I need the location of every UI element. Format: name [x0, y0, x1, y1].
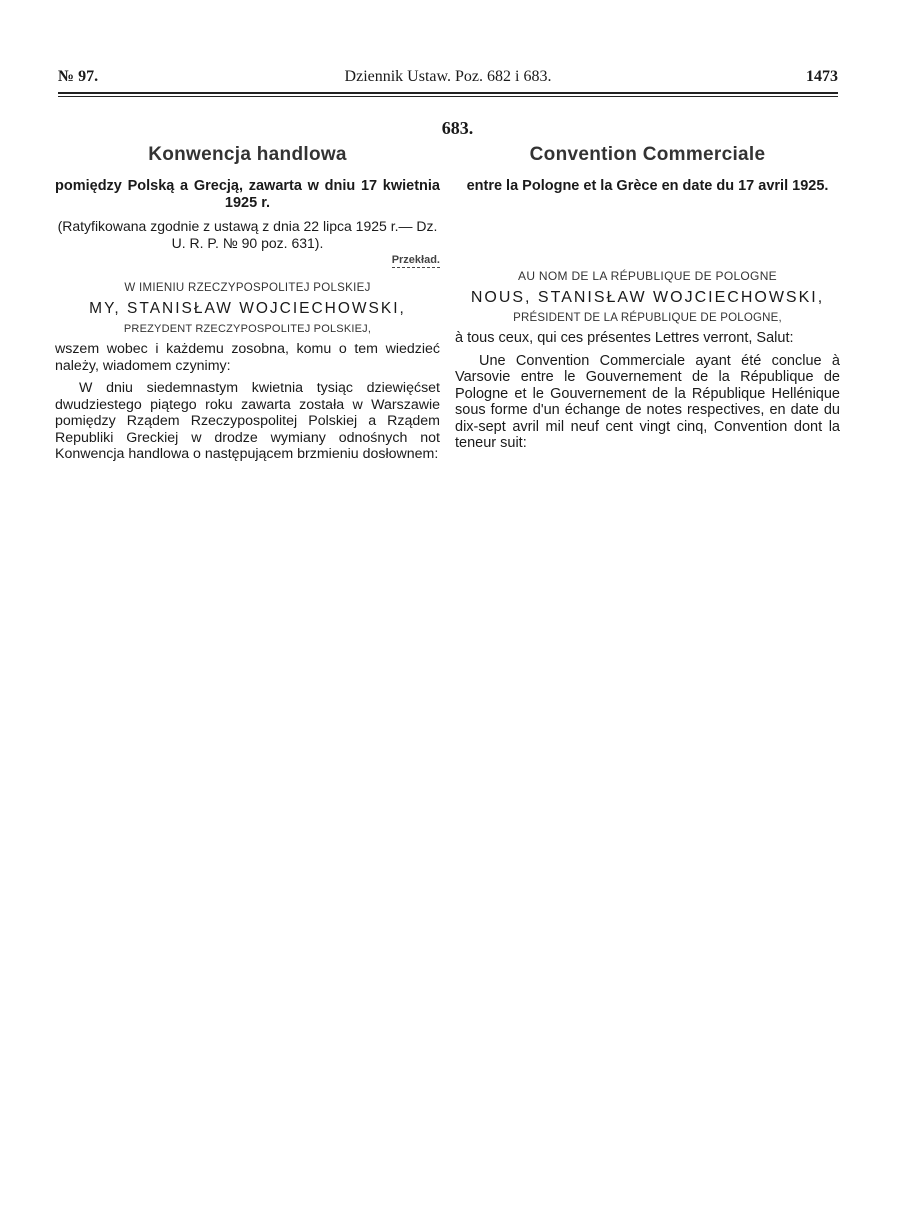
left-my-name: MY, STANISŁAW WOJCIECHOWSKI,: [89, 300, 406, 317]
left-in-name: W IMIENIU RZECZYPOSPOLITEJ POLSKIEJ: [124, 282, 371, 294]
issue-number: № 97.: [58, 68, 99, 85]
left-subtitle: pomiędzy Polską a Grecją, zawarta w dniu 17 kwietnia 1925 r.: [55, 178, 440, 211]
header-rule: [58, 92, 838, 97]
page-number: 1473: [806, 68, 838, 85]
right-my-name: NOUS, STANISŁAW WOJCIECHOWSKI,: [470, 289, 825, 306]
left-president: PREZYDENT RZECZYPOSPOLITEJ POLSKIEJ,: [123, 323, 372, 335]
right-address: à tous ceux, qui ces présentes Lettres verront, Salut:: [455, 330, 794, 346]
polish-column: [55, 140, 440, 463]
left-address: wszem wobec i każdemu zosobna, komu o tem wiedzieć należy, wiadomem czynimy:: [55, 341, 440, 374]
left-body: W dniu siedemnastym kwietnia tysiąc dziewięćset dwudziestego piątego roku zawarta została w Warszawie pomiędzy Rządem Rzeczypospolitej Polskiej a Rządem Republiki Greckiej w drodze wymiany odnośnych not Konwencja handlowa o następującem brzmieniu dosłownem:: [55, 380, 440, 462]
right-title: Convention Commerciale: [529, 144, 766, 165]
page-header: [58, 68, 838, 90]
right-body: Une Convention Commerciale ayant été conclue à Varsovie entre le Gouvernement de la République de Pologne et le Gouvernement de la République Hellénique sous forme d'un échange de notes respectives, en date du dix-sept avril mil neuf cent vingt cinq, Convention dont la teneur suit:: [455, 352, 840, 451]
position-number: 683.: [441, 118, 474, 138]
translation-note: [55, 254, 440, 266]
left-title: Konwencja handlowa: [148, 144, 347, 165]
translation-note-text: Przekład.: [391, 254, 440, 266]
ratification-note: (Ratyfikowana zgodnie z ustawą z dnia 22 lipca 1925 r.— Dz. U. R. P. № 90 poz. 631).: [57, 218, 438, 251]
journal-title: Dziennik Ustaw. Poz. 682 i 683.: [344, 68, 552, 85]
right-in-name: AU NOM DE LA RÉPUBLIQUE DE POLOGNE: [518, 269, 777, 283]
right-president: PRÉSIDENT DE LA RÉPUBLIQUE DE POLOGNE,: [513, 312, 782, 324]
right-subtitle: entre la Pologne et la Grèce en date du 17 avril 1925.: [466, 178, 829, 194]
french-column: [455, 140, 840, 452]
